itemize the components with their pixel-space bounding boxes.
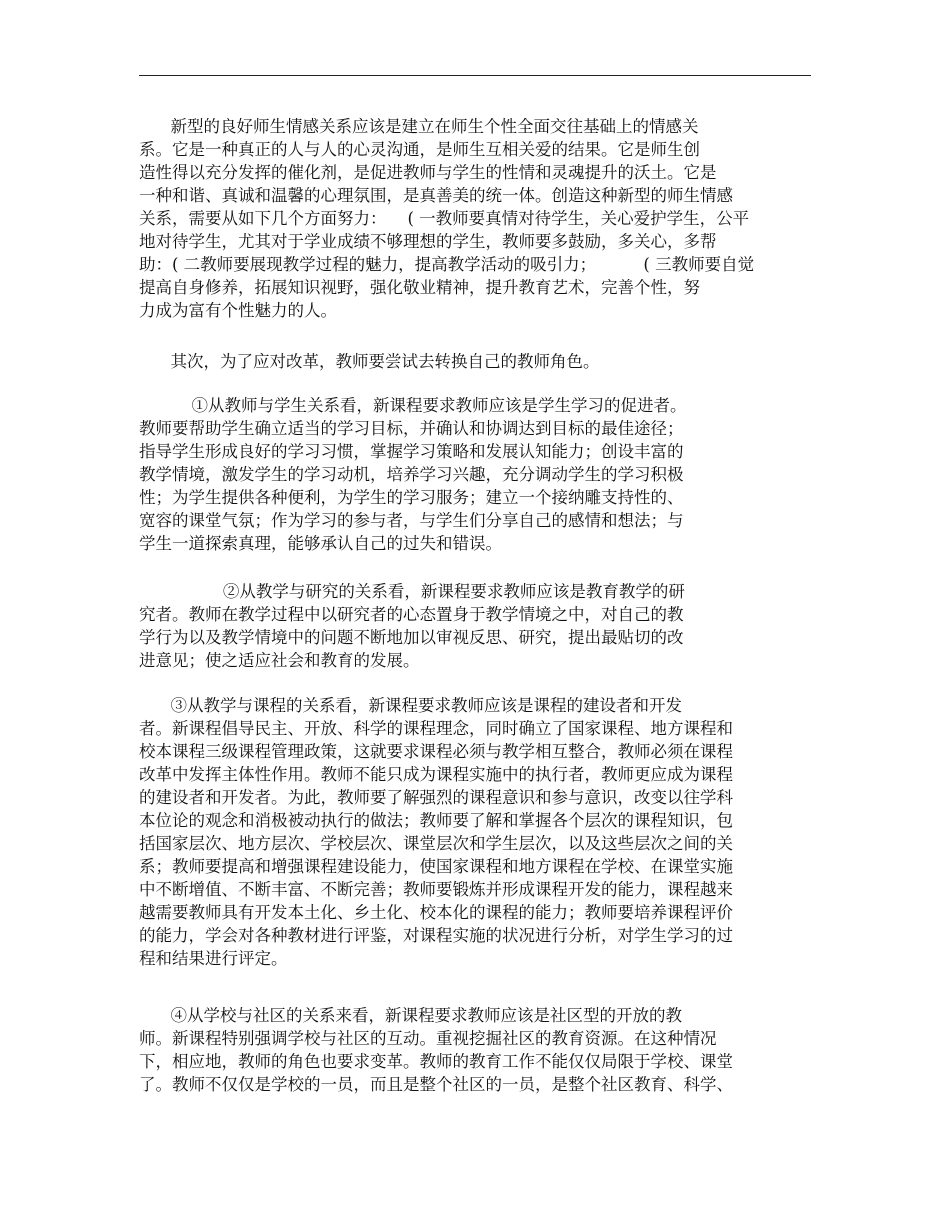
text-line: 的建设者和开发者。为此，教师要了解强烈的课程意识和参与意识，改变以往学科	[139, 788, 733, 807]
text-line: 教师要帮助学生确立适当的学习目标，并确认和协调达到目标的最佳途径；	[139, 419, 684, 438]
text-line: ④从学校与社区的关系来看，新课程要求教师应该是社区型的开放的教	[139, 1006, 682, 1025]
text-line: 造性得以充分发挥的催化剂，是促进教师与学生的性情和灵魂提升的沃土。它是	[139, 163, 717, 182]
text-line: 提高自身修养，拓展知识视野，强化敬业精神，提升教育艺术，完善个性，努	[139, 278, 700, 297]
text-line: 地对待学生，尤其对于学业成绩不够理想的学生，教师要多鼓励，多关心，多帮	[139, 232, 717, 251]
text-line: 助：( 二教师要展现教学过程的魅力，提高教学活动的吸引力； ( 三教师要自觉	[139, 255, 755, 274]
text-line: 校本课程三级课程管理政策，这就要求课程必须与教学相互整合，教师必须在课程	[139, 742, 733, 761]
header-rule	[139, 75, 811, 76]
text-line: 关系，需要从如下几个方面努力： ( 一教师要真情对待学生，关心爱护学生，公平	[139, 209, 750, 228]
text-line: 究者。教师在教学过程中以研究者的心态置身于教学情境之中，对自己的教	[139, 605, 684, 624]
text-line: 力成为富有个性魅力的人。	[139, 301, 337, 320]
paragraph-point-1-facilitator	[139, 394, 811, 555]
text-line: ③从教学与课程的关系看，新课程要求教师应该是课程的建设者和开发	[139, 696, 682, 715]
text-line: 其次，为了应对改革，教师要尝试去转换自己的教师角色。	[139, 352, 600, 371]
text-line: 宽容的课堂气氛；作为学习的参与者，与学生们分享自己的感情和想法；与	[139, 511, 684, 530]
text-line: 程和结果进行评定。	[139, 949, 288, 968]
paragraph-point-4-community-teacher	[139, 1004, 811, 1096]
text-line: 越需要教师具有开发本土化、乡土化、校本化的课程的能力；教师要培养课程评价	[139, 903, 733, 922]
text-line: 指导学生形成良好的学习习惯，掌握学习策略和发展认知能力；创设丰富的	[139, 442, 684, 461]
text-line: 下，相应地，教师的角色也要求变革。教师的教育工作不能仅仅局限于学校、课堂	[139, 1052, 733, 1071]
text-line: 性；为学生提供各种便利，为学生的学习服务；建立一个接纳雕支持性的、	[139, 488, 684, 507]
text-line: ②从教学与研究的关系看，新课程要求教师应该是教育教学的研	[139, 582, 685, 601]
text-line: 一种和谐、真诚和温馨的心理氛围，是真善美的统一体。创造这种新型的师生情感	[139, 186, 733, 205]
text-line: 新型的良好师生情感关系应该是建立在师生个性全面交往基础上的情感关	[139, 117, 699, 136]
text-line: 系。它是一种真正的人与人的心灵沟通，是师生互相关爱的结果。它是师生创	[139, 140, 700, 159]
text-line: 教学情境，激发学生的学习动机，培养学习兴趣，充分调动学生的学习积极	[139, 465, 684, 484]
text-line: 师。新课程特别强调学校与社区的互动。重视挖掘社区的教育资源。在这种情况	[139, 1029, 717, 1048]
text-line: 中不断增值、不断丰富、不断完善；教师要锻炼并形成课程开发的能力，课程越来	[139, 880, 733, 899]
text-line: 的能力，学会对各种教材进行评鉴，对课程实施的状况进行分析，对学生学习的过	[139, 926, 733, 945]
text-line: ①从教师与学生关系看，新课程要求教师应该是学生学习的促进者。	[139, 396, 687, 415]
text-line: 本位论的观念和消极被动执行的做法；教师要了解和掌握各个层次的课程知识，包	[139, 811, 733, 830]
paragraph-teacher-student-relationship	[139, 115, 811, 322]
text-line: 学行为以及教学情境中的问题不断地加以审视反思、研究，提出最贴切的改	[139, 628, 684, 647]
text-line: 改革中发挥主体性作用。教师不能只成为课程实施中的执行者，教师更应成为课程	[139, 765, 733, 784]
paragraph-role-change-intro	[139, 350, 811, 373]
paragraph-point-3-curriculum-developer	[139, 694, 811, 970]
text-line: 了。教师不仅仅是学校的一员，而且是整个社区的一员，是整个社区教育、科学、	[139, 1075, 733, 1094]
text-line: 系；教师要提高和增强课程建设能力，使国家课程和地方课程在学校、在课堂实施	[139, 857, 733, 876]
text-line: 括国家层次、地方层次、学校层次、课堂层次和学生层次，以及这些层次之间的关	[139, 834, 733, 853]
text-line: 学生一道探索真理，能够承认自己的过失和错误。	[139, 534, 502, 553]
paragraph-point-2-researcher	[139, 580, 811, 672]
text-line: 者。新课程倡导民主、开放、科学的课程理念，同时确立了国家课程、地方课程和	[139, 719, 733, 738]
text-line: 进意见；使之适应社会和教育的发展。	[139, 651, 420, 670]
